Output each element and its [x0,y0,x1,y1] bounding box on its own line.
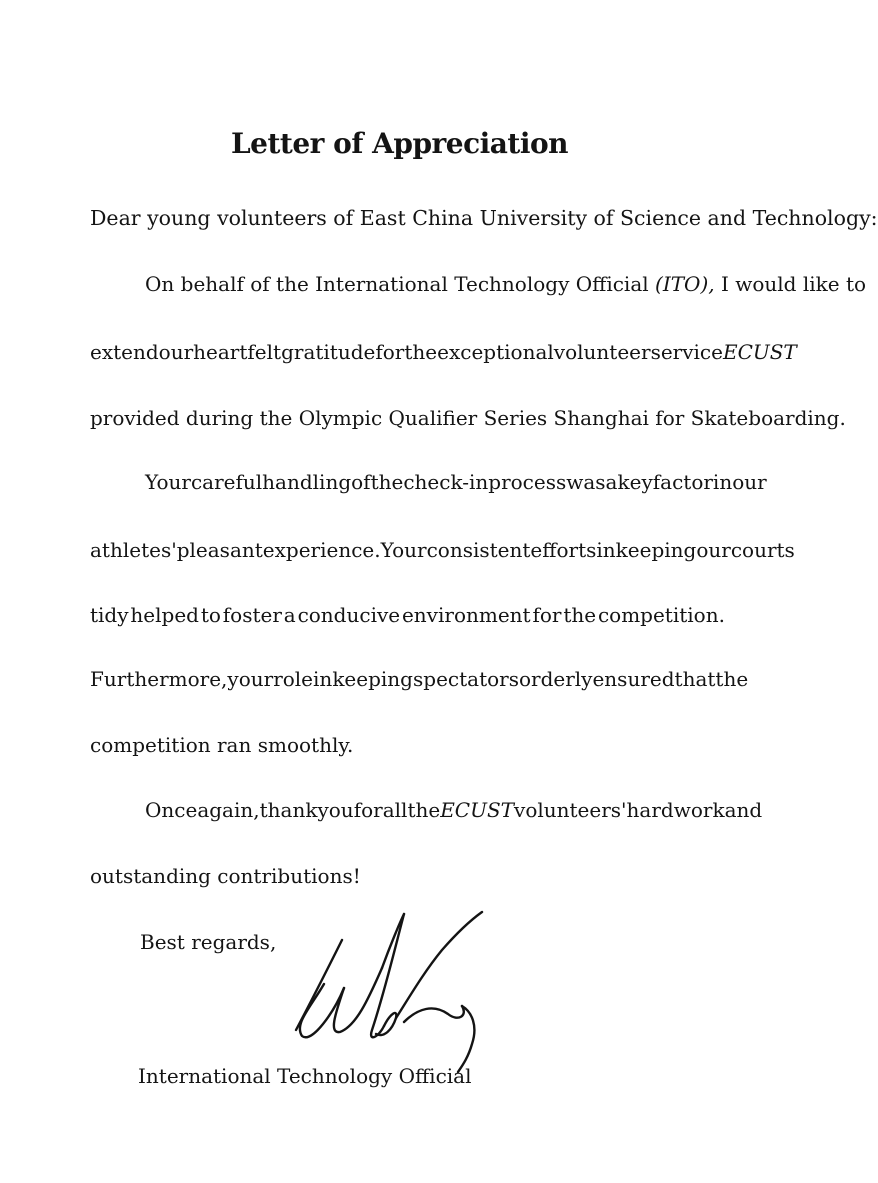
word: service [650,340,723,364]
word: ECUST [440,798,515,822]
word: handling [262,470,352,494]
word: and [724,798,763,822]
word: Once [145,798,198,822]
paragraph-1-line-1 [145,268,866,300]
word: volunteer [553,340,651,364]
word: hard [626,798,674,822]
word: Your [380,538,427,562]
word: conducive [297,603,401,627]
word: environment [401,603,531,627]
p1-line1-pre: On behalf of the International Technology Official [145,272,649,296]
word: work [673,798,725,822]
word: efforts [530,538,597,562]
word: process [488,470,567,494]
letter-title: Letter of Appreciation [230,127,569,160]
word: of [351,470,371,494]
word: was [566,470,606,494]
paragraph-3-line-1 [145,794,763,826]
word: role [273,667,314,691]
word: keeping [332,667,413,691]
salutation: Dear young volunteers of East China University of Science and Technology: [90,206,878,230]
word: our [158,340,194,364]
word: exceptional [437,340,554,364]
word: the [370,470,404,494]
word: extend [90,340,159,364]
paragraph-1-line-3: provided during the Olympic Qualifier Series Shanghai for Skateboarding. [90,406,846,430]
word: in [712,470,733,494]
word: heartfelt [193,340,282,364]
word: pleasant [176,538,263,562]
word: our [732,470,767,494]
paragraph-2-line-5: competition ran smoothly. [90,733,354,757]
word: for [375,340,405,364]
word: competition. [597,603,725,627]
word: spectators [413,667,519,691]
word: ECUST [722,340,797,364]
word: again, [197,798,260,822]
word: that [674,667,716,691]
word: experience. [262,538,381,562]
word: for [532,603,562,627]
paragraph-2-line-1 [145,466,767,498]
word: foster [222,603,282,627]
word: tidy [90,603,129,627]
paragraph-2-line-4 [90,663,749,695]
p1-line1-post: I would like to [720,272,867,296]
word: helped [130,603,199,627]
word: a [605,470,618,494]
word: factor [652,470,713,494]
word: consistent [426,538,531,562]
word: courts [730,538,795,562]
paragraph-2-line-3 [90,599,725,631]
word: all [382,798,408,822]
handwritten-signature [272,912,512,1072]
closing-regards: Best regards, [140,930,277,954]
word: key [617,470,653,494]
word: the [563,603,597,627]
word: thank [259,798,318,822]
word: you [317,798,354,822]
word: orderly [518,667,593,691]
word: your [227,667,274,691]
word: in [313,667,333,691]
word: careful [190,470,263,494]
paragraph-1-line-2 [90,336,797,368]
paragraph-2-line-2 [90,534,795,566]
word: ensured [592,667,675,691]
word: the [404,340,438,364]
word: our [696,538,731,562]
word: athletes' [90,538,177,562]
word: a [283,603,296,627]
word: the [715,667,749,691]
word: Your [145,470,191,494]
signer-name: International Technology Official [138,1064,472,1088]
word: for [353,798,383,822]
word: gratitude [281,340,376,364]
ito-abbreviation: (ITO), [655,272,715,296]
word: the [407,798,441,822]
word: to [200,603,221,627]
word: volunteers' [514,798,627,822]
word: check-in [403,470,489,494]
word: keeping [615,538,697,562]
word: in [596,538,616,562]
paragraph-3-line-2: outstanding contributions! [90,864,361,888]
word: Furthermore, [90,667,228,691]
